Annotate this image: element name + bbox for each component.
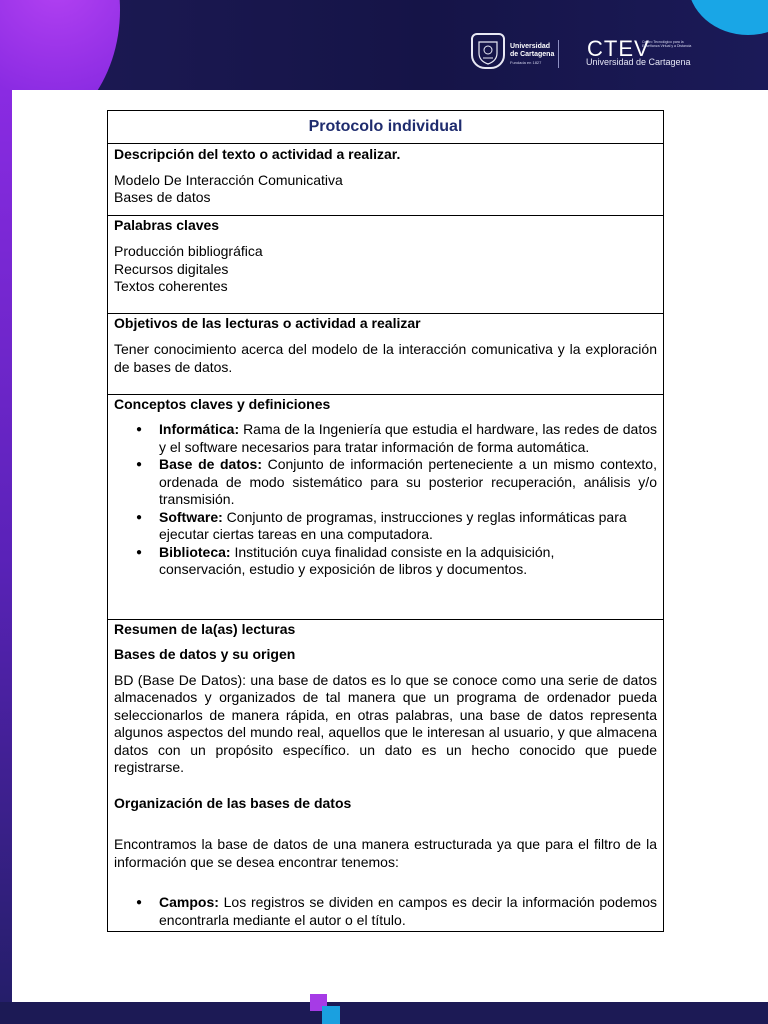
list-item <box>159 421 657 456</box>
description-line: Bases de datos <box>114 189 211 205</box>
concept-definition: Rama de la Ingeniería que estudia el hardware, las redes de datos y el software necesarios para tratar información de forma automática. <box>159 421 657 455</box>
concept-term: Base de datos: <box>159 456 262 472</box>
blue-square-decoration <box>322 1006 340 1024</box>
left-accent-bar <box>0 90 12 1024</box>
concept-definition: Institución cuya finalidad consiste en la adquisición, conservación, estudio y exposición de libros y documentos. <box>159 543 555 577</box>
summary-list <box>114 894 657 929</box>
summary-definition: Los registros se dividen en campos es decir la información podemos encontrarla mediante el autor o el título. <box>159 894 657 928</box>
keywords-heading: Palabras claves <box>114 216 220 233</box>
list-item <box>159 509 657 544</box>
keyword-item: Producción bibliográfica <box>114 243 263 259</box>
concepts-list <box>114 421 657 579</box>
concept-term: Software: <box>159 508 223 525</box>
concept-definition: Conjunto de programas, instrucciones y reglas informáticas para ejecutar ciertas tareas en una computadora. <box>159 508 627 542</box>
logo-divider <box>558 40 559 68</box>
summary-section <box>108 619 664 932</box>
description-section <box>108 144 664 216</box>
description-heading: Descripción del texto o actividad a realizar. <box>114 146 401 162</box>
summary-subheading: Organización de las bases de datos <box>114 794 352 811</box>
purple-decoration <box>0 0 120 90</box>
objectives-section <box>108 313 664 394</box>
protocol-title: Protocolo individual <box>108 111 664 144</box>
concept-term: Informática: <box>159 421 240 437</box>
page-header <box>0 0 768 90</box>
ctev-university-label: Universidad de Cartagena <box>586 57 691 67</box>
concept-term: Biblioteca: <box>159 543 231 560</box>
summary-term: Campos: <box>159 894 219 910</box>
list-item <box>159 894 657 929</box>
concept-definition: Conjunto de información perteneciente a un mismo contexto, ordenada de modo sistemático para su posterior recuperación, análisis y/o transmisión. <box>159 456 657 507</box>
summary-subheading: Bases de datos y su origen <box>114 646 296 662</box>
ctev-tagline: Centro Tecnológico para la Enseñanza Virtual y a Distancia <box>642 40 692 48</box>
cyan-decoration <box>688 0 768 35</box>
keywords-section <box>108 215 664 313</box>
summary-heading: Resumen de la(as) lecturas <box>114 620 296 637</box>
objectives-text: Tener conocimiento acerca del modelo de la interacción comunicativa y la exploración de bases de datos. <box>114 341 657 375</box>
list-item <box>159 456 657 509</box>
description-line: Modelo De Interacción Comunicativa <box>114 171 343 188</box>
concepts-heading: Conceptos claves y definiciones <box>114 395 331 412</box>
page-footer <box>0 1002 768 1024</box>
objectives-heading: Objetivos de las lecturas o actividad a realizar <box>114 314 421 331</box>
list-item <box>159 544 657 579</box>
keyword-item: Recursos digitales <box>114 260 229 277</box>
concepts-section <box>108 394 664 619</box>
keyword-item: Textos coherentes <box>114 278 228 294</box>
ctev-logo: CTEV <box>587 36 650 61</box>
summary-paragraph: Encontramos la base de datos de una manera estructurada ya que para el filtro de la información que se desea encontrar tenemos: <box>114 836 657 870</box>
protocol-table <box>107 110 664 932</box>
university-crest-icon <box>471 33 505 69</box>
university-logo-text: Universidad de Cartagena Fundada en 1827 <box>510 43 555 65</box>
summary-paragraph: BD (Base De Datos): una base de datos es lo que se conoce como una serie de datos almacenados y organizados de tal manera que un programa de ordenador pueda seleccionarlos de manera rápida, en otras palabras, una base de datos representa algunos aspectos del mundo real, aquellos que le interesan al usuario, y que almacena datos con un propósito específico. un dato es un hecho conocido que puede registrarse. <box>114 671 657 775</box>
